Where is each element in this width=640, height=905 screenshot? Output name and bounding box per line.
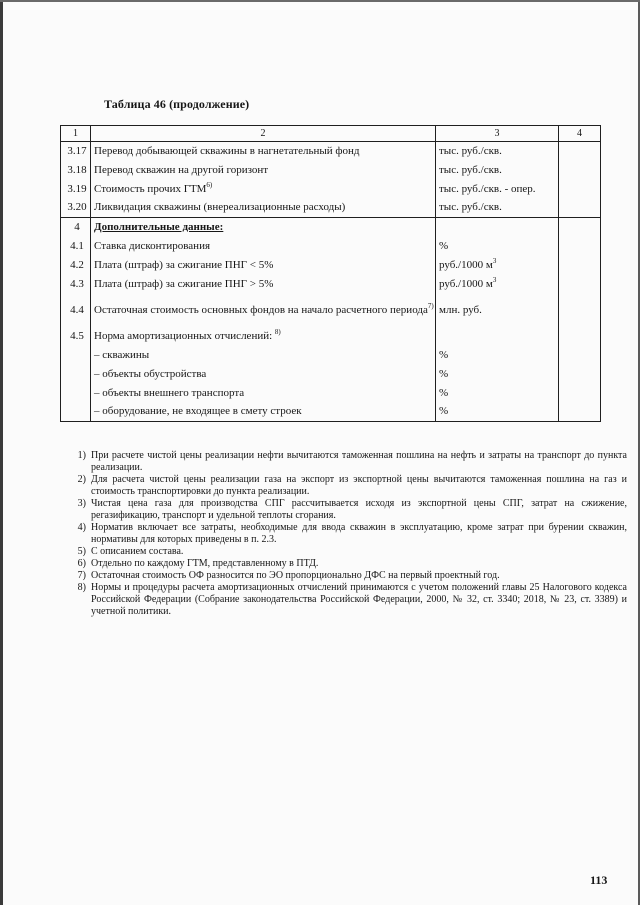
row-value [559, 365, 601, 384]
data-table [60, 125, 601, 422]
footnote-number: 5) [77, 546, 86, 557]
row-value [559, 275, 601, 294]
row-number [61, 365, 91, 384]
row-unit: тыс. руб./скв. [436, 161, 559, 180]
footnote [72, 546, 627, 558]
footnote [72, 522, 627, 546]
page-edge-left [0, 0, 3, 905]
row-value [559, 403, 601, 422]
table-caption: Таблица 46 (продолжение) [104, 97, 250, 111]
table-row [61, 199, 601, 218]
footnote [72, 498, 627, 522]
table-row [61, 237, 601, 256]
row-number: 3.17 [61, 142, 91, 161]
table-section-row [61, 218, 601, 237]
row-name: – объекты обустройства [91, 365, 436, 384]
row-number: 4.4 [61, 294, 91, 327]
page-edge-top [0, 0, 640, 2]
footnote-text: Остаточная стоимость ОФ разносится по ЭО пропорционально ДФС на первый проектный год. [91, 570, 500, 581]
row-unit: % [436, 384, 559, 403]
row-name: Перевод добывающей скважины в нагнетательный фонд [91, 142, 436, 161]
table-row [61, 384, 601, 403]
row-name: Стоимость прочих ГТМ$^{6)}$ [91, 180, 436, 199]
footnote-ref: 6) [206, 180, 213, 189]
row-name [91, 218, 436, 237]
page-number: 113 [590, 873, 608, 887]
row-unit [436, 218, 559, 237]
row-unit: % [436, 403, 559, 422]
row-unit: руб./1000 $м^3$ [436, 256, 559, 275]
column-header-4: 4 [559, 126, 601, 142]
unit-superscript: 3 [492, 256, 497, 265]
row-name: Плата (штраф) за сжигание ПНГ < 5% [91, 256, 436, 275]
row-value [559, 384, 601, 403]
footnote-text: Чистая цена газа для производства СПГ рассчитывается исходя из экспортной цены СПГ, затрат на сжижение, регазификацию, транспорт и удельной теплоты сгорания. [91, 498, 627, 521]
footnote-text: При расчете чистой цены реализации нефти вычитаются таможенная пошлина на нефть и затраты на транспорт до пункта реализации. [91, 450, 627, 473]
row-unit: руб./1000 $м^3$ [436, 275, 559, 294]
column-header-3: 3 [436, 126, 559, 142]
row-name: Перевод скважин на другой горизонт [91, 161, 436, 180]
row-value [559, 346, 601, 365]
footnote-number: 7) [77, 570, 86, 581]
row-number: 4.1 [61, 237, 91, 256]
row-unit: тыс. руб./скв. - опер. [436, 180, 559, 199]
row-name: Плата (штраф) за сжигание ПНГ > 5% [91, 275, 436, 294]
row-value [559, 218, 601, 237]
row-name: Остаточная стоимость основных фондов на начало расчетного периода$^{7)}$ [91, 294, 436, 327]
footnote-ref: 7) [427, 301, 434, 310]
row-name: – объекты внешнего транспорта [91, 384, 436, 403]
footnote-number: 8) [77, 582, 86, 593]
footnote-number: 6) [77, 558, 86, 569]
footnote-text: С описанием состава. [91, 546, 184, 557]
footnote-number: 2) [77, 474, 86, 485]
table-row [61, 346, 601, 365]
table-row [61, 403, 601, 422]
footnotes [72, 450, 627, 618]
row-number [61, 346, 91, 365]
row-value [559, 327, 601, 346]
footnote-number: 4) [77, 522, 86, 533]
footnote [72, 474, 627, 498]
footnote-text: Нормы и процедуры расчета амортизационных отчислений принимаются с учетом положений главы 25 Налогового кодекса Российской Федерации (Собрание законодательства Российской Федерации, 2000, № 32, ст. 3340; 2018, № 23, ст. 3389) и учетной политики. [91, 582, 627, 617]
row-name: Ставка дисконтирования [91, 237, 436, 256]
row-number [61, 403, 91, 422]
row-value [559, 180, 601, 199]
row-number: 3.18 [61, 161, 91, 180]
row-unit: % [436, 237, 559, 256]
table-header-row [61, 126, 601, 142]
table-row [61, 294, 601, 327]
footnote [72, 582, 627, 618]
footnote [72, 570, 627, 582]
section-heading: Дополнительные данные: [94, 220, 224, 233]
row-number: 3.19 [61, 180, 91, 199]
table-row [61, 180, 601, 199]
row-name: Норма амортизационных отчислений: $^{8)}$ [91, 327, 436, 346]
row-value [559, 161, 601, 180]
row-number [61, 384, 91, 403]
row-unit: тыс. руб./скв. [436, 199, 559, 218]
table-row [61, 365, 601, 384]
row-value [559, 294, 601, 327]
table-row [61, 327, 601, 346]
table-row [61, 275, 601, 294]
footnote-text: Для расчета чистой цены реализации газа на экспорт из экспортной цены вычитаются таможенная пошлина на газ и стоимость транспортировки до пункта реализации. [91, 474, 627, 497]
row-number: 4 [61, 218, 91, 237]
row-name: – оборудование, не входящее в смету строек [91, 403, 436, 422]
row-name: – скважины [91, 346, 436, 365]
row-number: 4.2 [61, 256, 91, 275]
row-number: 4.3 [61, 275, 91, 294]
footnote [72, 450, 627, 474]
footnote-number: 3) [77, 498, 86, 509]
row-unit: млн. руб. [436, 294, 559, 327]
row-name: Ликвидация скважины (внереализационные расходы) [91, 199, 436, 218]
row-unit [436, 327, 559, 346]
row-value [559, 237, 601, 256]
footnote-ref: 8) [274, 327, 281, 336]
row-unit: % [436, 365, 559, 384]
row-unit: тыс. руб./скв. [436, 142, 559, 161]
row-value [559, 199, 601, 218]
row-number: 4.5 [61, 327, 91, 346]
table-row [61, 161, 601, 180]
footnote-number: 1) [77, 450, 86, 461]
column-header-1: 1 [61, 126, 91, 142]
row-value [559, 256, 601, 275]
row-value [559, 142, 601, 161]
table-row [61, 142, 601, 161]
footnote-text: Норматив включает все затраты, необходимые для ввода скважин в эксплуатацию, кроме затрат при бурении скважин, нормативы для которых приведены в п. 2.3. [91, 522, 627, 545]
row-unit: % [436, 346, 559, 365]
unit-superscript: 3 [492, 275, 497, 284]
footnote-text: Отдельно по каждому ГТМ, представленному в ПТД. [91, 558, 319, 569]
footnote [72, 558, 627, 570]
column-header-2: 2 [91, 126, 436, 142]
table-row [61, 256, 601, 275]
row-number: 3.20 [61, 199, 91, 218]
